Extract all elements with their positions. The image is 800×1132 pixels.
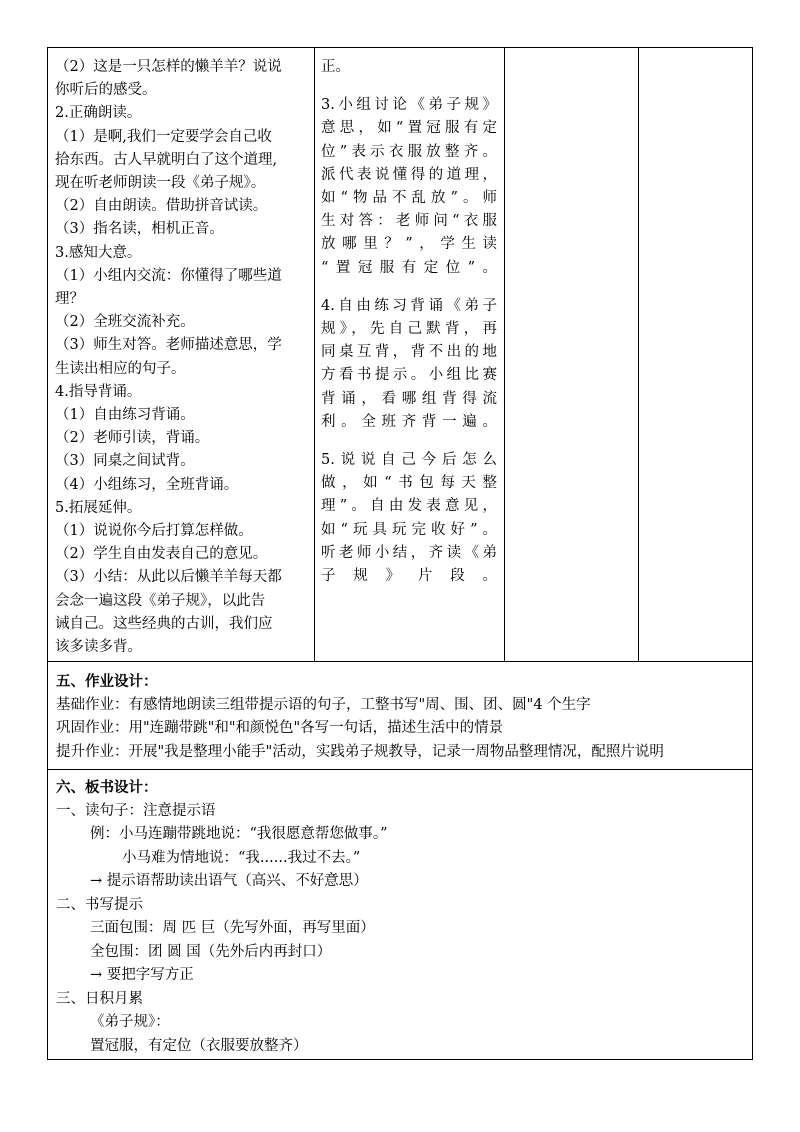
process-line: （3）小结：从此以后懒羊羊每天都 (55, 569, 282, 586)
homework-section (56, 670, 664, 764)
student-activity-line: 理”。自由发表意见， (321, 498, 497, 515)
group-spacer (321, 280, 497, 295)
process-line: （2）全班交流补充。 (55, 314, 195, 331)
homework-basic: 基础作业：有感情地朗读三组带提示语的句子，工整书写"周、围、团、圆"4 个生字 (56, 696, 591, 713)
student-activity-line: 3.小组讨论《弟子规》 (321, 97, 497, 114)
board-example-2: 小马难为情地说：“我......我过不去。” (122, 849, 361, 866)
board-heading-3: 三、日积月累 (56, 990, 143, 1007)
process-line: （3）指名读，相机正音。 (55, 221, 224, 238)
process-line: 该多读多背。 (55, 639, 142, 656)
student-activity-line: “置冠服有定位”。 (321, 259, 497, 276)
process-line: （2）这是一只怎样的懒羊羊？说说 (55, 59, 282, 75)
column-divider (314, 47, 315, 661)
student-activity-line: 4.自由练习背诵《弟子 (321, 297, 497, 314)
student-activity-line: 方看书提示。小组比赛 (321, 367, 497, 384)
student-activity-line: 如“物品不乱放”。师 (321, 190, 497, 207)
process-line: （3）师生对答。老师描述意思，学 (55, 337, 282, 354)
student-activity-line: 做，如“书包每天整 (321, 475, 497, 492)
process-line: 理？ (55, 291, 84, 308)
student-activity-line: 利。全班齐背一遍。 (321, 413, 497, 430)
process-line: 4.指导背诵。 (55, 383, 142, 400)
process-line: 拾东西。古人早就明白了这个道理, (55, 151, 278, 168)
board-classic-title: 《弟子规》： (90, 1014, 170, 1030)
group-spacer (321, 434, 497, 449)
student-activity-line: 如“玩具玩完收好”。 (321, 521, 497, 538)
student-activity-line: 子规》片段。 (321, 568, 497, 585)
student-activity-line: 意思，如“置冠服有定 (321, 120, 497, 137)
process-line: （1）自由练习背诵。 (55, 407, 195, 424)
process-line: 会念一遍这段《弟子规》，以此告 (55, 592, 266, 609)
board-heading-1: 一、读句子：注意提示语 (56, 802, 216, 819)
process-line: （3）同桌之间试背。 (55, 453, 195, 470)
process-column-students (321, 56, 497, 588)
process-line: 现在听老师朗读一段《弟子规》。 (55, 175, 266, 192)
column-divider (638, 47, 639, 661)
student-activity-line: 派代表说懂得的道理， (321, 166, 497, 183)
process-line: 生读出相应的句子。 (55, 360, 186, 377)
process-line: 诫自己。这些经典的古训，我们应 (55, 615, 273, 632)
process-line: （1）说说你今后打算怎样做。 (55, 523, 253, 540)
homework-consolidate: 巩固作业：用"连蹦带跳"和"和颜悦色"各写一句话，描述生活中的情景 (56, 720, 504, 736)
process-line: （2）老师引读，背诵。 (55, 430, 210, 447)
board-classic-line: 置冠服，有定位（衣服要放整齐） (90, 1037, 308, 1054)
process-line: （2）学生自由发表自己的意见。 (55, 546, 268, 563)
student-activity-line: 位”表示衣服放整齐。 (321, 143, 497, 160)
student-activity-line: 规》，先自己默背，再 (321, 321, 497, 338)
board-heading-2: 二、书写提示 (56, 896, 143, 913)
process-line: （1）是啊,我们一定要学会自己收 (55, 128, 272, 145)
process-line: （4）小组练习，全班背诵。 (55, 476, 239, 493)
student-activity-line: 生对答：老师问“衣服 (321, 213, 497, 230)
board-title: 六、板书设计： (56, 779, 158, 796)
process-line: 2.正确朗读。 (55, 105, 142, 122)
board-writing-tip-a: 三面包围：周 匹 巨（先写外面，再写里面） (90, 920, 375, 936)
student-activity-line: 放哪里？”，学生读 (321, 236, 497, 253)
group-spacer (321, 79, 497, 94)
process-column-teacher (55, 56, 310, 659)
board-note-2: → 要把字写方正 (90, 967, 194, 983)
student-activity-line: 同桌互背，背不出的地 (321, 344, 497, 361)
row-divider (47, 661, 753, 662)
process-line: 5.拓展延伸。 (55, 499, 142, 516)
column-divider (504, 47, 505, 661)
row-divider (47, 769, 753, 770)
student-activity-line: 听老师小结，齐读《弟 (321, 544, 497, 561)
student-activity-line: 5.说说自己今后怎么 (321, 452, 497, 469)
homework-advanced: 提升作业：开展"我是整理小能手"活动，实践弟子规教导，记录一周物品整理情况，配照片说明 (56, 743, 664, 760)
homework-title: 五、作业设计： (56, 673, 158, 690)
board-writing-tip-b: 全包围：团 圆 国（先外后内再封口） (90, 943, 332, 960)
board-section (56, 776, 388, 1058)
process-line: （2）自由朗读。借助拼音试读。 (55, 198, 268, 215)
board-note-1: → 提示语帮助读出语气（高兴、不好意思） (90, 873, 368, 889)
student-activity-line: 正。 (321, 59, 350, 75)
process-line: 你听后的感受。 (55, 82, 157, 99)
process-line: （1）小组内交流：你懂得了哪些道 (55, 267, 282, 284)
process-line: 3.感知大意。 (55, 244, 142, 261)
student-activity-line: 背诵，看哪组背得流 (321, 390, 497, 407)
board-example-1: 例：小马连蹦带跳地说：“我很愿意帮您做事。” (90, 826, 388, 842)
